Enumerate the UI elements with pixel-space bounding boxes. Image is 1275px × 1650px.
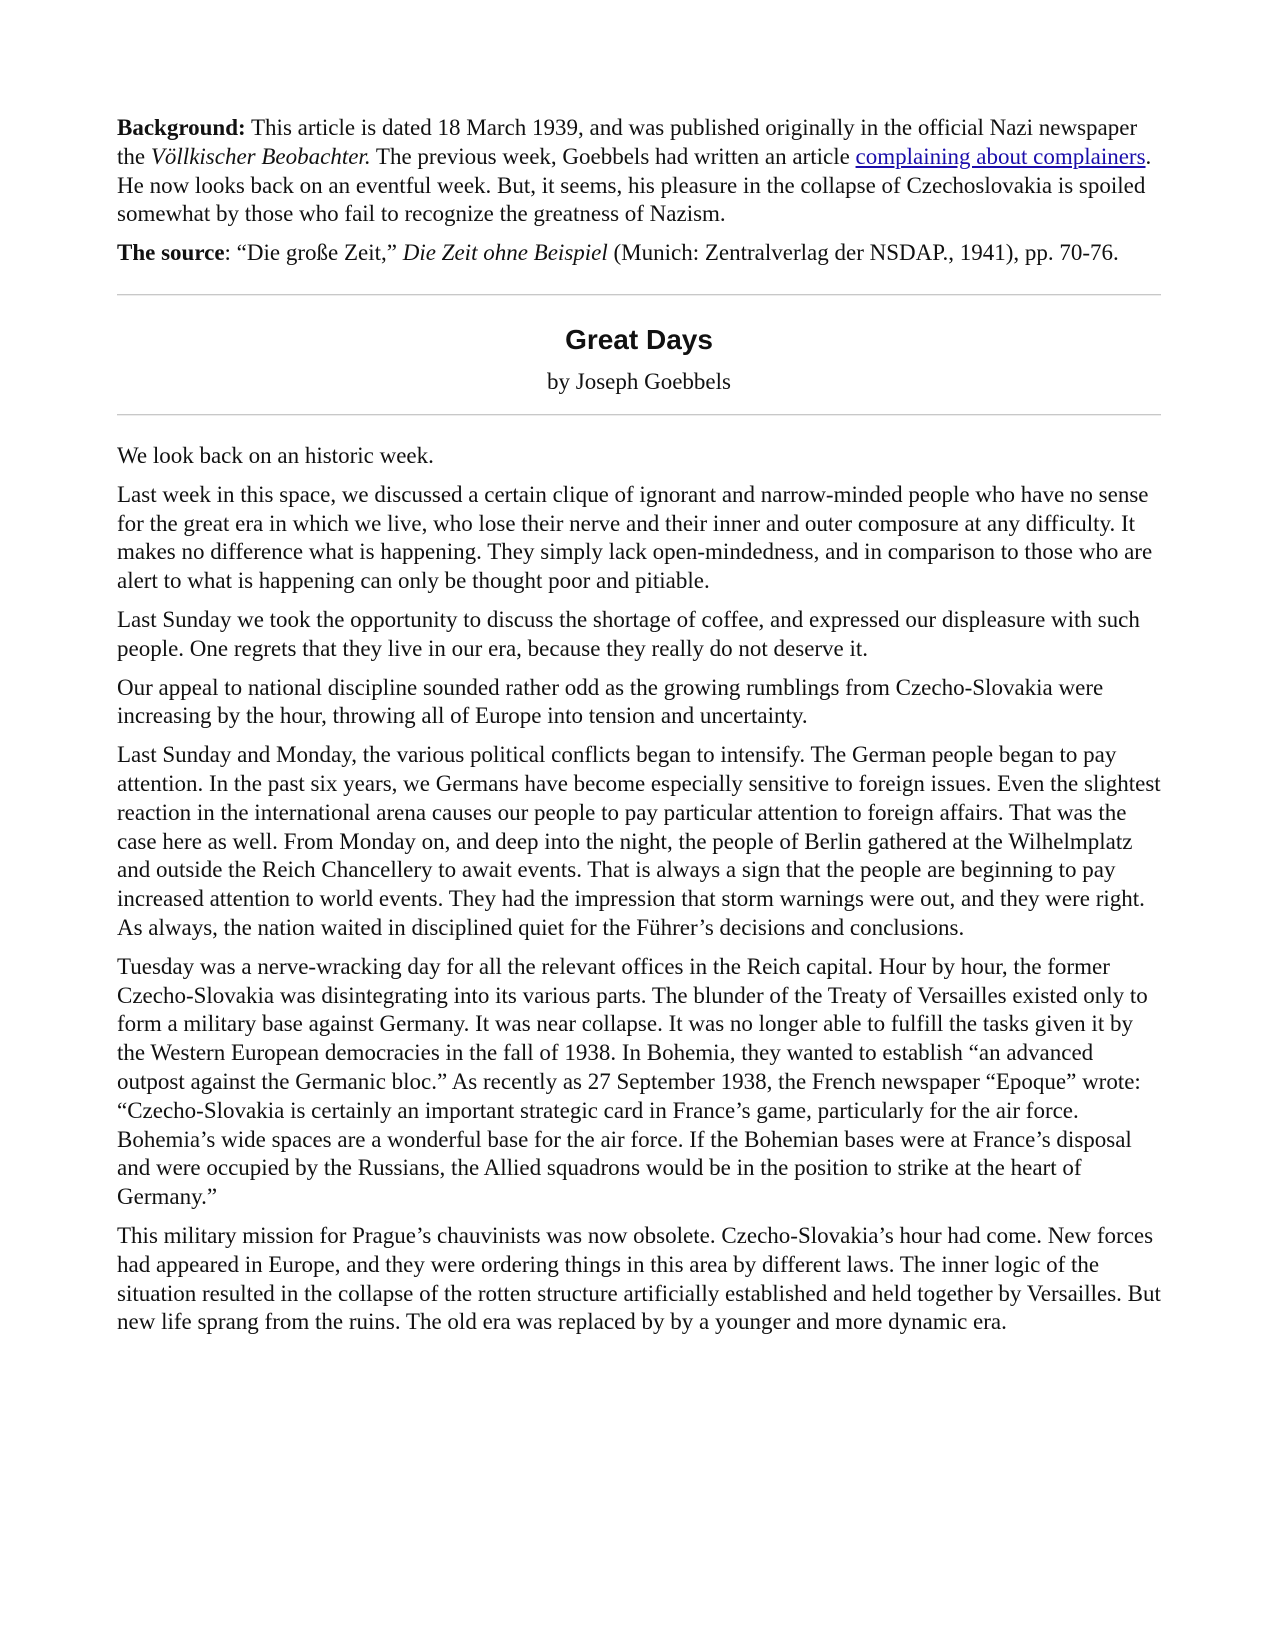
article-paragraph: Last week in this space, we discussed a certain clique of ignorant and narrow-minded people who have no sense for the great era in which we live, who lose their nerve and their inner and outer composure at any difficulty. It makes no difference what is happening. They simply lack open-mindedness, and in comparison to those who are alert to what is happening can only be thought poor and pitiable.: [117, 481, 1153, 594]
complaining-article-link[interactable]: complaining about complainers: [855, 143, 1146, 169]
background-text-2: The previous week, Goebbels had written an article: [370, 143, 856, 169]
article-body: [117, 442, 1161, 1337]
article-paragraph: Last Sunday we took the opportunity to discuss the shortage of coffee, and expressed our displeasure with such people. One regrets that they live in our era, because they really do not deserve it.: [117, 606, 1140, 661]
header-divider: [117, 414, 1161, 416]
article-header: [117, 296, 1161, 396]
background-paragraph: [117, 114, 1161, 229]
source-paragraph: [117, 239, 1161, 268]
background-text-1: This article is dated 18 March 1939, and was published originally in the official Nazi newspaper the: [117, 115, 1138, 169]
background-label: Background:: [117, 115, 246, 140]
source-text-2: (Munich: Zentralverlag der NSDAP., 1941), pp. 70-76.: [607, 240, 1119, 266]
article-paragraph: Tuesday was a nerve-wracking day for all the relevant offices in the Reich capital. Hour by hour, the former Czecho-Slovakia was disintegrating into its various parts. The blunder of the Treaty of Versailles existed only to form a military base against Germany. It was near collapse. It was no longer able to fulfill the tasks given it by the Western European democracies in the fall of 1938. In Bohemia, they wanted to establish “an advanced outpost against the Germanic bloc.” As recently as 27 September 1938, the French newspaper “Epoque” wrote: “Czecho-Slovakia is certainly an important strategic card in France’s game, particularly for the air force. Bohemia’s wide spaces are a wonderful base for the air force. If the Bohemian bases were at France’s disposal and were occupied by the Russians, the Allied squadrons would be in the position to strike at the heart of Germany.”: [117, 953, 1148, 1210]
article-paragraph: Our appeal to national discipline sounded rather odd as the growing rumblings from Czecho-Slovakia were increasing by the hour, throwing all of Europe into tension and uncertainty.: [117, 674, 1104, 729]
background-text-3: . He now looks back on an eventful week. But, it seems, his pleasure in the collapse of Czechoslovakia is spoiled somewhat by those who fail to recognize the greatness of Nazism.: [117, 143, 1152, 227]
newspaper-name: Völlkischer Beobachter.: [150, 143, 371, 169]
source-book-title: Die Zeit ohne Beispiel: [402, 240, 608, 266]
article-byline: by Joseph Goebbels: [547, 368, 731, 394]
source-text-1: : “Die große Zeit,”: [224, 240, 403, 266]
article-paragraph: We look back on an historic week.: [117, 442, 434, 468]
article-paragraph: Last Sunday and Monday, the various political conflicts began to intensify. The German people began to pay attention. In the past six years, we Germans have become especially sensitive to foreign issues. Even the slightest reaction in the international arena causes our people to pay particular attention to foreign affairs. That was the case here as well. From Monday on, and deep into the night, the people of Berlin gathered at the Wilhelmplatz and outside the Reich Chancellery to await events. That is always a sign that the people are beginning to pay increased attention to world events. They had the impression that storm warnings were out, and they were right. As always, the nation waited in disciplined quiet for the Führer’s decisions and conclusions.: [117, 742, 1161, 940]
article-title: Great Days: [565, 323, 713, 355]
source-label: The source: [117, 240, 225, 266]
article-paragraph: This military mission for Prague’s chauvinists was now obsolete. Czecho-Slovakia’s hour had come. New forces had appeared in Europe, and they were ordering things in this area by different laws. The inner logic of the situation resulted in the collapse of the rotten structure artificially established and held together by Versailles. But new life sprang from the ruins. The old era was replaced by by a younger and more dynamic era.: [117, 1222, 1161, 1335]
document-page: [117, 114, 1161, 1347]
